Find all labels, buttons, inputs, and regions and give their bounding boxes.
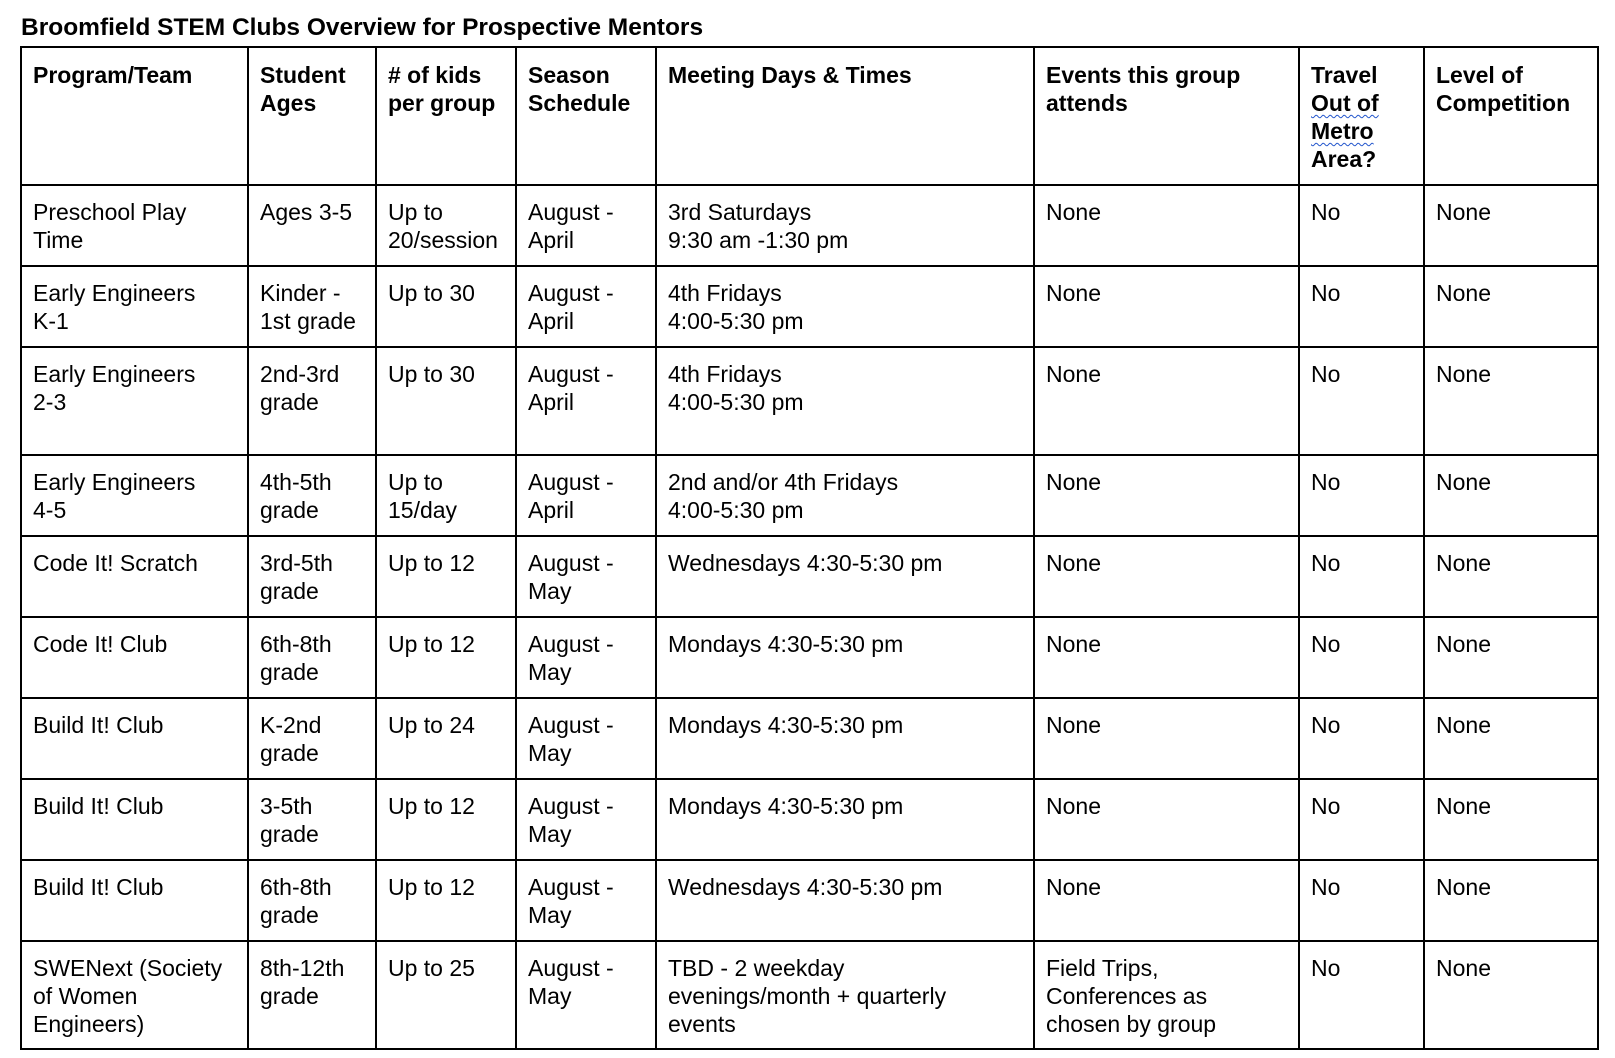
cell-level-of-competition bbox=[1424, 266, 1598, 347]
cell-line: Code It! Club bbox=[33, 631, 168, 657]
cell-meeting-days-times bbox=[656, 347, 1034, 455]
cell-line: None bbox=[1436, 712, 1491, 738]
cell-program-team bbox=[21, 698, 248, 779]
table-row bbox=[21, 455, 1598, 536]
cell-line: Kinder - bbox=[260, 280, 341, 306]
cell-events-attended bbox=[1034, 455, 1299, 536]
cell-level-of-competition bbox=[1424, 455, 1598, 536]
cell-line: None bbox=[1436, 199, 1491, 225]
cell-line: 3rd-5th bbox=[260, 550, 333, 576]
cell-line: Engineers) bbox=[33, 1011, 145, 1037]
cell-line: No bbox=[1311, 280, 1341, 306]
header-line: Program/Team bbox=[33, 62, 193, 88]
header-line: Area? bbox=[1311, 146, 1377, 172]
table-header-row bbox=[21, 47, 1598, 185]
cell-meeting-days-times bbox=[656, 536, 1034, 617]
cell-line: None bbox=[1436, 280, 1491, 306]
cell-level-of-competition bbox=[1424, 185, 1598, 266]
cell-program-team bbox=[21, 347, 248, 455]
cell-line: None bbox=[1046, 199, 1101, 225]
cell-level-of-competition bbox=[1424, 698, 1598, 779]
cell-student-ages bbox=[248, 779, 376, 860]
cell-line: Up to 12 bbox=[388, 793, 475, 819]
cell-line: 4th Fridays bbox=[668, 280, 782, 306]
header-program-team bbox=[21, 47, 248, 185]
cell-line: 3rd Saturdays bbox=[668, 199, 812, 225]
cell-meeting-days-times bbox=[656, 779, 1034, 860]
header-level-of-competition bbox=[1424, 47, 1598, 185]
cell-level-of-competition bbox=[1424, 617, 1598, 698]
cell-line: No bbox=[1311, 793, 1341, 819]
cell-line: April bbox=[528, 227, 575, 253]
cell-travel-out-of-metro bbox=[1299, 266, 1424, 347]
cell-line: No bbox=[1311, 199, 1341, 225]
cell-line: April bbox=[528, 389, 575, 415]
cell-line: May bbox=[528, 740, 572, 766]
cell-line: None bbox=[1046, 874, 1101, 900]
cell-line: None bbox=[1436, 469, 1491, 495]
cell-events-attended bbox=[1034, 185, 1299, 266]
cell-line: August - bbox=[528, 469, 614, 495]
cell-student-ages bbox=[248, 536, 376, 617]
cell-meeting-days-times bbox=[656, 941, 1034, 1049]
cell-line: Up to 12 bbox=[388, 550, 475, 576]
cell-line: Mondays 4:30-5:30 pm bbox=[668, 631, 904, 657]
cell-line: August - bbox=[528, 793, 614, 819]
cell-line: None bbox=[1046, 280, 1101, 306]
page-title: Broomfield STEM Clubs Overview for Prospective Mentors bbox=[21, 14, 704, 41]
cell-line: No bbox=[1311, 874, 1341, 900]
cell-line: None bbox=[1046, 793, 1101, 819]
cell-program-team bbox=[21, 617, 248, 698]
cell-travel-out-of-metro bbox=[1299, 860, 1424, 941]
cell-line: May bbox=[528, 659, 572, 685]
cell-season-schedule bbox=[516, 347, 656, 455]
cell-line: Conferences as bbox=[1046, 983, 1208, 1009]
cell-line: Preschool Play bbox=[33, 199, 187, 225]
cell-kids-per-group bbox=[376, 347, 516, 455]
cell-line: Up to bbox=[388, 469, 443, 495]
cell-line: None bbox=[1436, 631, 1491, 657]
cell-line: 1st grade bbox=[260, 308, 356, 334]
cell-line: None bbox=[1436, 793, 1491, 819]
cell-line: 3-5th bbox=[260, 793, 313, 819]
cell-line: 9:30 am -1:30 pm bbox=[668, 227, 849, 253]
header-line: Events this group bbox=[1046, 62, 1241, 88]
cell-line: May bbox=[528, 902, 572, 928]
cell-line: 4:00-5:30 pm bbox=[668, 308, 804, 334]
table-row bbox=[21, 698, 1598, 779]
cell-program-team bbox=[21, 860, 248, 941]
cell-season-schedule bbox=[516, 779, 656, 860]
cell-line: evenings/month + quarterly bbox=[668, 983, 947, 1009]
cell-line: August - bbox=[528, 712, 614, 738]
cell-line: grade bbox=[260, 497, 319, 523]
cell-travel-out-of-metro bbox=[1299, 185, 1424, 266]
cell-line: April bbox=[528, 497, 575, 523]
cell-line: May bbox=[528, 578, 572, 604]
header-line: Metro bbox=[1311, 118, 1374, 144]
stem-clubs-table bbox=[20, 46, 1599, 1050]
cell-season-schedule bbox=[516, 617, 656, 698]
cell-student-ages bbox=[248, 185, 376, 266]
cell-kids-per-group bbox=[376, 779, 516, 860]
cell-line: TBD - 2 weekday bbox=[668, 955, 845, 981]
header-line: Ages bbox=[260, 90, 317, 116]
cell-line: None bbox=[1046, 631, 1101, 657]
header-events-attended bbox=[1034, 47, 1299, 185]
cell-kids-per-group bbox=[376, 455, 516, 536]
header-line: Travel bbox=[1311, 62, 1378, 88]
cell-line: Up to 30 bbox=[388, 361, 475, 387]
cell-line: None bbox=[1046, 712, 1101, 738]
cell-line: K-2nd bbox=[260, 712, 322, 738]
header-line: Out of bbox=[1311, 90, 1379, 116]
header-kids-per-group bbox=[376, 47, 516, 185]
cell-travel-out-of-metro bbox=[1299, 455, 1424, 536]
cell-line: 4th Fridays bbox=[668, 361, 782, 387]
cell-student-ages bbox=[248, 455, 376, 536]
cell-line: Mondays 4:30-5:30 pm bbox=[668, 712, 904, 738]
table-row bbox=[21, 617, 1598, 698]
cell-line: 6th-8th bbox=[260, 874, 332, 900]
cell-line: August - bbox=[528, 280, 614, 306]
cell-line: August - bbox=[528, 550, 614, 576]
cell-line: Up to bbox=[388, 199, 443, 225]
cell-program-team bbox=[21, 266, 248, 347]
cell-travel-out-of-metro bbox=[1299, 698, 1424, 779]
cell-line: Up to 24 bbox=[388, 712, 475, 738]
table-row bbox=[21, 347, 1598, 455]
cell-line: 4-5 bbox=[33, 497, 67, 523]
header-travel-out-of-metro bbox=[1299, 47, 1424, 185]
cell-meeting-days-times bbox=[656, 185, 1034, 266]
cell-events-attended bbox=[1034, 347, 1299, 455]
cell-line: 4:00-5:30 pm bbox=[668, 497, 804, 523]
cell-line: grade bbox=[260, 659, 319, 685]
cell-kids-per-group bbox=[376, 185, 516, 266]
header-line: Level of bbox=[1436, 62, 1523, 88]
cell-events-attended bbox=[1034, 536, 1299, 617]
header-line: attends bbox=[1046, 90, 1128, 116]
cell-line: 2-3 bbox=[33, 389, 67, 415]
cell-line: Wednesdays 4:30-5:30 pm bbox=[668, 550, 943, 576]
cell-student-ages bbox=[248, 347, 376, 455]
cell-events-attended bbox=[1034, 698, 1299, 779]
table-row bbox=[21, 266, 1598, 347]
cell-level-of-competition bbox=[1424, 536, 1598, 617]
cell-line: No bbox=[1311, 631, 1341, 657]
header-line: Competition bbox=[1436, 90, 1571, 116]
cell-line: grade bbox=[260, 578, 319, 604]
cell-season-schedule bbox=[516, 698, 656, 779]
cell-level-of-competition bbox=[1424, 347, 1598, 455]
cell-meeting-days-times bbox=[656, 455, 1034, 536]
cell-travel-out-of-metro bbox=[1299, 779, 1424, 860]
cell-line: Code It! Scratch bbox=[33, 550, 198, 576]
header-line: per group bbox=[388, 90, 496, 116]
cell-level-of-competition bbox=[1424, 941, 1598, 1049]
cell-kids-per-group bbox=[376, 536, 516, 617]
cell-line: grade bbox=[260, 389, 319, 415]
cell-line: grade bbox=[260, 821, 319, 847]
table-row bbox=[21, 860, 1598, 941]
cell-line: Build It! Club bbox=[33, 793, 164, 819]
cell-season-schedule bbox=[516, 860, 656, 941]
cell-line: Early Engineers bbox=[33, 361, 196, 387]
cell-line: 2nd-3rd bbox=[260, 361, 340, 387]
header-line: Season bbox=[528, 62, 610, 88]
cell-line: May bbox=[528, 821, 572, 847]
cell-meeting-days-times bbox=[656, 617, 1034, 698]
cell-line: of Women bbox=[33, 983, 138, 1009]
cell-meeting-days-times bbox=[656, 860, 1034, 941]
cell-travel-out-of-metro bbox=[1299, 617, 1424, 698]
cell-kids-per-group bbox=[376, 698, 516, 779]
cell-line: 4th-5th bbox=[260, 469, 332, 495]
cell-line: grade bbox=[260, 983, 319, 1009]
cell-line: grade bbox=[260, 902, 319, 928]
cell-line: None bbox=[1436, 550, 1491, 576]
cell-events-attended bbox=[1034, 779, 1299, 860]
cell-kids-per-group bbox=[376, 860, 516, 941]
header-line: Schedule bbox=[528, 90, 631, 116]
cell-travel-out-of-metro bbox=[1299, 941, 1424, 1049]
cell-line: 8th-12th bbox=[260, 955, 345, 981]
cell-travel-out-of-metro bbox=[1299, 347, 1424, 455]
cell-program-team bbox=[21, 536, 248, 617]
table-row bbox=[21, 185, 1598, 266]
cell-line: May bbox=[528, 983, 572, 1009]
header-line: # of kids bbox=[388, 62, 482, 88]
cell-line: Early Engineers bbox=[33, 280, 196, 306]
cell-student-ages bbox=[248, 266, 376, 347]
cell-line: events bbox=[668, 1011, 736, 1037]
cell-line: Build It! Club bbox=[33, 874, 164, 900]
header-season-schedule bbox=[516, 47, 656, 185]
cell-student-ages bbox=[248, 941, 376, 1049]
cell-meeting-days-times bbox=[656, 698, 1034, 779]
cell-season-schedule bbox=[516, 185, 656, 266]
cell-line: None bbox=[1436, 361, 1491, 387]
cell-line: 15/day bbox=[388, 497, 458, 523]
cell-program-team bbox=[21, 779, 248, 860]
cell-line: None bbox=[1046, 469, 1101, 495]
cell-line: Up to 25 bbox=[388, 955, 475, 981]
cell-program-team bbox=[21, 185, 248, 266]
cell-line: No bbox=[1311, 361, 1341, 387]
cell-kids-per-group bbox=[376, 941, 516, 1049]
table-row bbox=[21, 536, 1598, 617]
header-meeting-days-times bbox=[656, 47, 1034, 185]
cell-line: Wednesdays 4:30-5:30 pm bbox=[668, 874, 943, 900]
cell-season-schedule bbox=[516, 455, 656, 536]
header-line: Meeting Days & Times bbox=[668, 62, 912, 88]
cell-season-schedule bbox=[516, 941, 656, 1049]
cell-line: None bbox=[1436, 874, 1491, 900]
cell-line: None bbox=[1046, 361, 1101, 387]
cell-line: Mondays 4:30-5:30 pm bbox=[668, 793, 904, 819]
cell-line: Field Trips, bbox=[1046, 955, 1159, 981]
cell-line: 2nd and/or 4th Fridays bbox=[668, 469, 899, 495]
cell-line: Up to 12 bbox=[388, 874, 475, 900]
cell-line: No bbox=[1311, 955, 1341, 981]
cell-line: SWENext (Society bbox=[33, 955, 223, 981]
cell-line: grade bbox=[260, 740, 319, 766]
cell-line: Build It! Club bbox=[33, 712, 164, 738]
cell-events-attended bbox=[1034, 617, 1299, 698]
cell-line: 6th-8th bbox=[260, 631, 332, 657]
cell-events-attended bbox=[1034, 941, 1299, 1049]
header-line: Student bbox=[260, 62, 346, 88]
cell-line: No bbox=[1311, 550, 1341, 576]
cell-line: Up to 12 bbox=[388, 631, 475, 657]
cell-meeting-days-times bbox=[656, 266, 1034, 347]
cell-line: Ages 3-5 bbox=[260, 199, 353, 225]
cell-line: 20/session bbox=[388, 227, 498, 253]
table-row bbox=[21, 779, 1598, 860]
cell-events-attended bbox=[1034, 266, 1299, 347]
table-row bbox=[21, 941, 1598, 1049]
cell-line: No bbox=[1311, 712, 1341, 738]
cell-line: August - bbox=[528, 874, 614, 900]
cell-line: chosen by group bbox=[1046, 1011, 1217, 1037]
cell-kids-per-group bbox=[376, 266, 516, 347]
cell-level-of-competition bbox=[1424, 860, 1598, 941]
header-student-ages bbox=[248, 47, 376, 185]
cell-line: 4:00-5:30 pm bbox=[668, 389, 804, 415]
cell-line: August - bbox=[528, 199, 614, 225]
cell-kids-per-group bbox=[376, 617, 516, 698]
cell-line: None bbox=[1436, 955, 1491, 981]
cell-line: August - bbox=[528, 631, 614, 657]
cell-line: April bbox=[528, 308, 575, 334]
cell-season-schedule bbox=[516, 266, 656, 347]
cell-line: K-1 bbox=[33, 308, 69, 334]
cell-program-team bbox=[21, 941, 248, 1049]
cell-student-ages bbox=[248, 860, 376, 941]
cell-line: No bbox=[1311, 469, 1341, 495]
cell-level-of-competition bbox=[1424, 779, 1598, 860]
cell-program-team bbox=[21, 455, 248, 536]
cell-line: August - bbox=[528, 361, 614, 387]
cell-line: None bbox=[1046, 550, 1101, 576]
cell-events-attended bbox=[1034, 860, 1299, 941]
cell-line: Up to 30 bbox=[388, 280, 475, 306]
cell-travel-out-of-metro bbox=[1299, 536, 1424, 617]
cell-line: August - bbox=[528, 955, 614, 981]
cell-line: Time bbox=[33, 227, 84, 253]
cell-student-ages bbox=[248, 698, 376, 779]
cell-line: Early Engineers bbox=[33, 469, 196, 495]
cell-season-schedule bbox=[516, 536, 656, 617]
cell-student-ages bbox=[248, 617, 376, 698]
